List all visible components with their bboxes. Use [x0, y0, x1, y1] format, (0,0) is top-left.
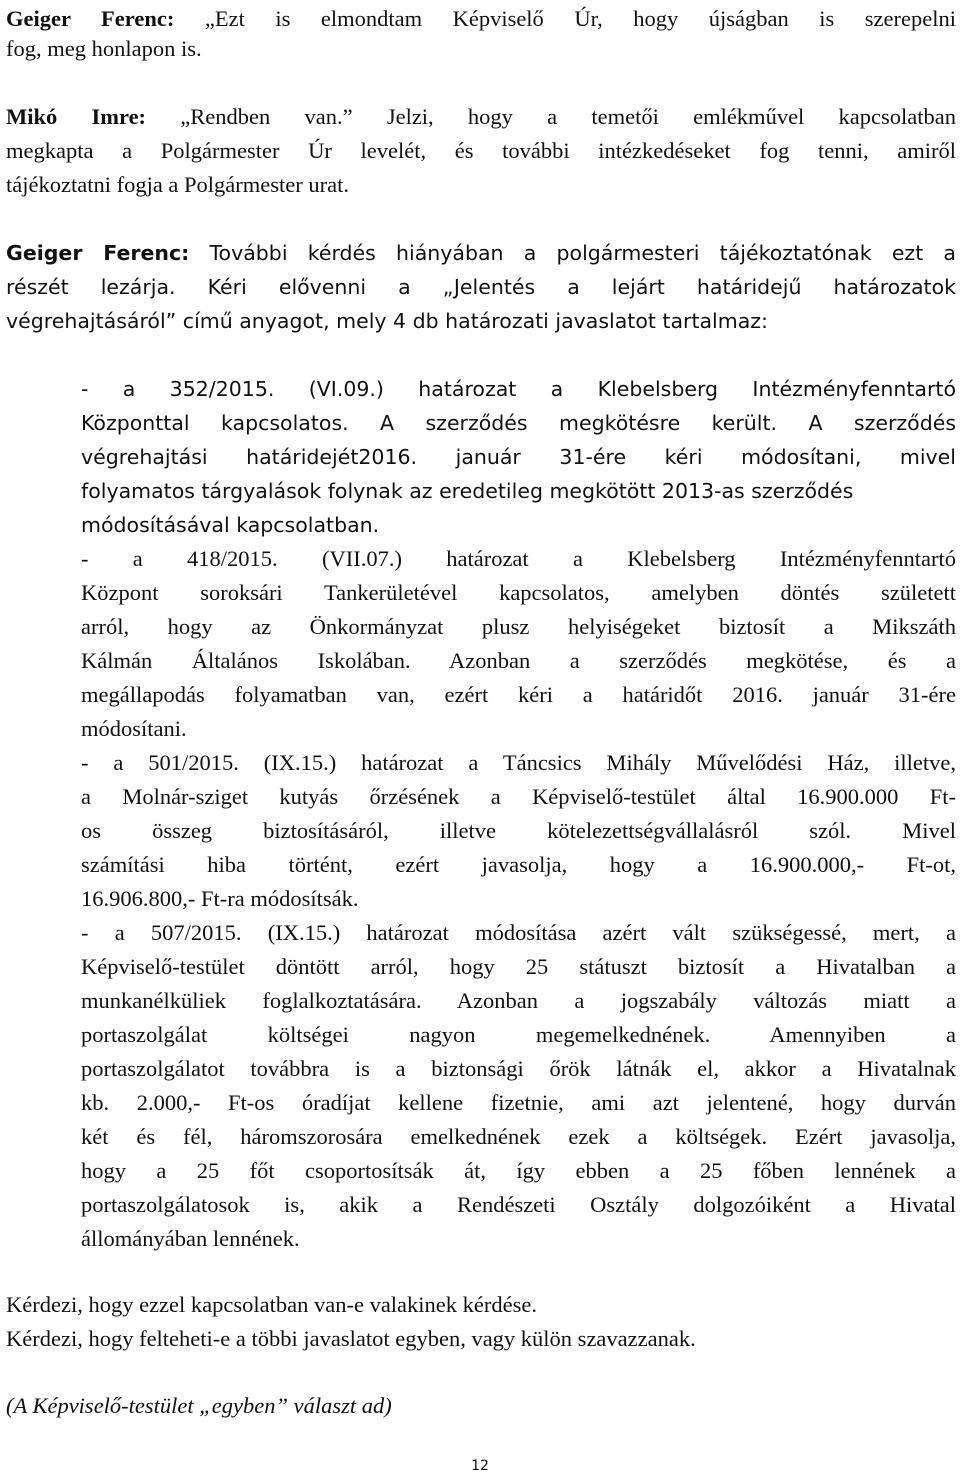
list-item-line: - a 418/2015. (VII.07.) határozat a Klebelsberg Intézményfenntartó: [81, 546, 956, 571]
list-item-line: Központ soroksári Tankerületével kapcsolatos, amelyben döntés született: [81, 580, 956, 605]
list-item-line: portaszolgálatot továbbra is a biztonsági őrök látnák el, akkor a Hivatalnak: [81, 1056, 956, 1081]
text-line: Kérdezi, hogy felteheti-e a többi javaslatot egyben, vagy külön szavazzanak.: [6, 1326, 696, 1351]
list-item-line: végrehajtási határidejét2016. január 31-ére kéri módosítani, mivel: [81, 445, 956, 469]
list-item-line: - a 352/2015. (VI.09.) határozat a Klebelsberg Intézményfenntartó: [81, 377, 956, 401]
line-text: További kérdés hiányában a polgármesteri tájékoztatónak ezt a: [189, 241, 956, 265]
list-item-line: hogy a 25 főt csoportosítsák át, így ebben a 25 főben lennének a: [81, 1158, 956, 1183]
text-line: Kérdezi, hogy ezzel kapcsolatban van-e valakinek kérdése.: [6, 1292, 537, 1317]
list-item-line: arról, hogy az Önkormányzat plusz helyiségeket biztosít a Mikszáth: [81, 614, 956, 639]
text-line: [6, 4, 956, 34]
text-line: fog, meg honlapon is.: [6, 36, 202, 61]
list-item-line: portaszolgálatosok is, akik a Rendészeti Osztály dolgozóiként a Hivatal: [81, 1192, 956, 1217]
list-item-line: két és fél, háromszorosára emelkednének ezek a költségek. Ezért javasolja,: [81, 1124, 956, 1149]
list-item-line: kb. 2.000,- Ft-os óradíjat kellene fizetnie, ami azt jelentené, hogy durván: [81, 1090, 956, 1115]
list-item-line: Központtal kapcsolatos. A szerződés megkötésre került. A szerződés: [81, 411, 956, 435]
list-item-line: módosítani.: [81, 716, 187, 741]
speaker-name: Geiger Ferenc:: [6, 241, 190, 265]
text-line: [6, 238, 956, 268]
list-item-line: - a 507/2015. (IX.15.) határozat módosítása azért vált szükségessé, mert, a: [81, 920, 956, 945]
page-number: 12: [471, 1458, 489, 1474]
italic-note: (A Képviselő-testület „egyben” választ ad): [6, 1393, 392, 1418]
list-item-line: Képviselő-testület döntött arról, hogy 25 státuszt biztosít a Hivatalban a: [81, 954, 956, 979]
list-item-line: os összeg biztosításáról, illetve kötelezettségvállalásról szól. Mivel: [81, 818, 956, 843]
list-item-line: állományában lennének.: [81, 1226, 300, 1251]
list-item-line: módosításával kapcsolatban.: [81, 513, 380, 537]
line-text: „Ezt is elmondtam Képviselő Úr, hogy újságban is szerepelni: [174, 6, 956, 31]
list-item-line: a Molnár-sziget kutyás őrzésének a Képviselő-testület által 16.900.000 Ft-: [81, 784, 956, 809]
list-item-line: 16.906.800,- Ft-ra módosítsák.: [81, 886, 359, 911]
text-line: [6, 102, 956, 132]
list-item-line: Kálmán Általános Iskolában. Azonban a szerződés megkötése, és a: [81, 648, 956, 673]
text-line: részét lezárja. Kéri elővenni a „Jelentés a lejárt határidejű határozatok: [6, 275, 956, 299]
list-item-line: portaszolgálat költségei nagyon megemelkednének. Amennyiben a: [81, 1022, 956, 1047]
text-line: végrehajtásáról” című anyagot, mely 4 db határozati javaslatot tartalmaz:: [6, 309, 768, 333]
list-item-line: számítási hiba történt, ezért javasolja, hogy a 16.900.000,- Ft-ot,: [81, 852, 956, 877]
list-item-line: folyamatos tárgyalások folynak az eredetileg megkötött 2013-as szerződés: [81, 479, 854, 503]
speaker-name: Mikó Imre:: [6, 104, 147, 129]
list-item-line: megállapodás folyamatban van, ezért kéri a határidőt 2016. január 31-ére: [81, 682, 956, 707]
list-item-line: munkanélküliek foglalkoztatására. Azonban a jogszabály változás miatt a: [81, 988, 956, 1013]
line-text: „Rendben van.” Jelzi, hogy a temetői emlékművel kapcsolatban: [146, 104, 956, 129]
list-item-line: - a 501/2015. (IX.15.) határozat a Táncsics Mihály Művelődési Ház, illetve,: [81, 750, 956, 775]
text-line: tájékoztatni fogja a Polgármester urat.: [6, 172, 349, 197]
speaker-name: Geiger Ferenc:: [6, 6, 175, 31]
text-line: megkapta a Polgármester Úr levelét, és további intézkedéseket fog tenni, amiről: [6, 138, 956, 163]
